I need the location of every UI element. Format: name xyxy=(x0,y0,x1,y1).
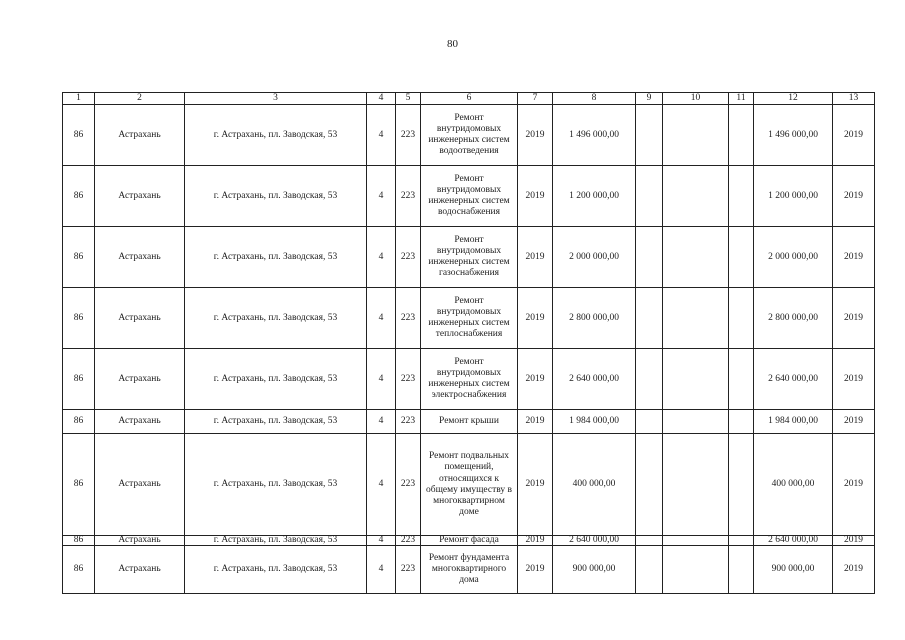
cell-col12: 1 496 000,00 xyxy=(754,105,833,166)
cell-col12: 2 640 000,00 xyxy=(754,349,833,410)
cell-col5: 223 xyxy=(396,536,421,546)
column-header: 4 xyxy=(367,93,396,105)
cell-col4: 4 xyxy=(367,166,396,227)
column-header: 10 xyxy=(663,93,729,105)
cell-work-type: Ремонт внутридомовых инженерных систем теплоснабжения xyxy=(421,288,518,349)
cell-address: г. Астрахань, пл. Заводская, 53 xyxy=(185,105,367,166)
cell-col13: 2019 xyxy=(833,410,875,434)
cell-city: Астрахань xyxy=(95,227,185,288)
cell-col12: 2 640 000,00 xyxy=(754,536,833,546)
cell-col11 xyxy=(729,536,754,546)
cell-address: г. Астрахань, пл. Заводская, 53 xyxy=(185,434,367,536)
cell-col5: 223 xyxy=(396,349,421,410)
table-row xyxy=(63,410,875,434)
cell-number: 86 xyxy=(63,166,95,227)
cell-col13: 2019 xyxy=(833,105,875,166)
cell-work-type: Ремонт подвальных помещений, относящихся к общему имуществу в многоквартирном доме xyxy=(421,434,518,536)
cell-col10 xyxy=(663,166,729,227)
column-header: 2 xyxy=(95,93,185,105)
column-header: 11 xyxy=(729,93,754,105)
cell-work-type: Ремонт фундамента многоквартирного дома xyxy=(421,546,518,594)
cell-col13: 2019 xyxy=(833,349,875,410)
cell-col11 xyxy=(729,105,754,166)
cell-cost: 1 200 000,00 xyxy=(553,166,636,227)
cell-cost: 1 984 000,00 xyxy=(553,410,636,434)
cell-city: Астрахань xyxy=(95,434,185,536)
cell-col4: 4 xyxy=(367,288,396,349)
cell-col10 xyxy=(663,536,729,546)
cell-number: 86 xyxy=(63,288,95,349)
cell-col11 xyxy=(729,546,754,594)
cell-work-type: Ремонт внутридомовых инженерных систем электроснабжения xyxy=(421,349,518,410)
cell-address: г. Астрахань, пл. Заводская, 53 xyxy=(185,349,367,410)
cell-col10 xyxy=(663,434,729,536)
cell-city: Астрахань xyxy=(95,349,185,410)
cell-number: 86 xyxy=(63,105,95,166)
cell-number: 86 xyxy=(63,349,95,410)
cell-col12: 1 984 000,00 xyxy=(754,410,833,434)
column-header: 6 xyxy=(421,93,518,105)
cell-address: г. Астрахань, пл. Заводская, 53 xyxy=(185,227,367,288)
cell-col9 xyxy=(636,166,663,227)
cell-col13: 2019 xyxy=(833,166,875,227)
cell-col5: 223 xyxy=(396,434,421,536)
cell-col5: 223 xyxy=(396,227,421,288)
cell-city: Астрахань xyxy=(95,166,185,227)
column-header: 3 xyxy=(185,93,367,105)
cell-address: г. Астрахань, пл. Заводская, 53 xyxy=(185,410,367,434)
column-header: 9 xyxy=(636,93,663,105)
cell-col10 xyxy=(663,288,729,349)
table-row xyxy=(63,349,875,410)
column-header: 1 xyxy=(63,93,95,105)
cell-col5: 223 xyxy=(396,410,421,434)
cell-col4: 4 xyxy=(367,105,396,166)
cell-col11 xyxy=(729,410,754,434)
cell-col5: 223 xyxy=(396,546,421,594)
cell-year: 2019 xyxy=(518,349,553,410)
cell-col9 xyxy=(636,227,663,288)
cell-year: 2019 xyxy=(518,434,553,536)
cell-address: г. Астрахань, пл. Заводская, 53 xyxy=(185,536,367,546)
cell-col4: 4 xyxy=(367,349,396,410)
cell-cost: 1 496 000,00 xyxy=(553,105,636,166)
cell-col9 xyxy=(636,105,663,166)
column-header: 8 xyxy=(553,93,636,105)
cell-col12: 2 000 000,00 xyxy=(754,227,833,288)
cell-col12: 400 000,00 xyxy=(754,434,833,536)
cell-col10 xyxy=(663,410,729,434)
cell-col10 xyxy=(663,546,729,594)
cell-col11 xyxy=(729,349,754,410)
cell-cost: 2 000 000,00 xyxy=(553,227,636,288)
cell-col9 xyxy=(636,546,663,594)
cell-year: 2019 xyxy=(518,288,553,349)
cell-city: Астрахань xyxy=(95,288,185,349)
cell-number: 86 xyxy=(63,546,95,594)
cell-col9 xyxy=(636,434,663,536)
cell-number: 86 xyxy=(63,434,95,536)
cell-col11 xyxy=(729,288,754,349)
cell-col11 xyxy=(729,227,754,288)
cell-col9 xyxy=(636,410,663,434)
cell-col4: 4 xyxy=(367,410,396,434)
cell-col13: 2019 xyxy=(833,434,875,536)
column-header: 12 xyxy=(754,93,833,105)
table-row xyxy=(63,166,875,227)
column-header: 7 xyxy=(518,93,553,105)
cell-col5: 223 xyxy=(396,105,421,166)
cell-col9 xyxy=(636,349,663,410)
cell-col5: 223 xyxy=(396,288,421,349)
column-header: 5 xyxy=(396,93,421,105)
cell-number: 86 xyxy=(63,410,95,434)
cell-col9 xyxy=(636,288,663,349)
cell-cost: 2 640 000,00 xyxy=(553,536,636,546)
cell-address: г. Астрахань, пл. Заводская, 53 xyxy=(185,166,367,227)
cell-year: 2019 xyxy=(518,227,553,288)
cell-city: Астрахань xyxy=(95,536,185,546)
cell-col12: 1 200 000,00 xyxy=(754,166,833,227)
cell-work-type: Ремонт крыши xyxy=(421,410,518,434)
cell-address: г. Астрахань, пл. Заводская, 53 xyxy=(185,288,367,349)
column-header: 13 xyxy=(833,93,875,105)
table-row xyxy=(63,227,875,288)
table-row xyxy=(63,288,875,349)
table-row xyxy=(63,105,875,166)
cell-cost: 2 800 000,00 xyxy=(553,288,636,349)
cell-col13: 2019 xyxy=(833,227,875,288)
cell-city: Астрахань xyxy=(95,546,185,594)
cell-work-type: Ремонт фасада xyxy=(421,536,518,546)
cell-col4: 4 xyxy=(367,227,396,288)
header-row xyxy=(63,93,875,105)
table-row xyxy=(63,536,875,546)
cell-address: г. Астрахань, пл. Заводская, 53 xyxy=(185,546,367,594)
cell-work-type: Ремонт внутридомовых инженерных систем водоотведения xyxy=(421,105,518,166)
cell-cost: 400 000,00 xyxy=(553,434,636,536)
cell-col13: 2019 xyxy=(833,546,875,594)
cell-col10 xyxy=(663,227,729,288)
cell-city: Астрахань xyxy=(95,105,185,166)
table-row xyxy=(63,546,875,594)
cell-col9 xyxy=(636,536,663,546)
cell-year: 2019 xyxy=(518,105,553,166)
cell-col13: 2019 xyxy=(833,288,875,349)
cell-city: Астрахань xyxy=(95,410,185,434)
cell-col11 xyxy=(729,166,754,227)
cell-col13: 2019 xyxy=(833,536,875,546)
cell-number: 86 xyxy=(63,536,95,546)
cell-col10 xyxy=(663,105,729,166)
cell-cost: 900 000,00 xyxy=(553,546,636,594)
cell-col4: 4 xyxy=(367,536,396,546)
cell-col4: 4 xyxy=(367,546,396,594)
cell-year: 2019 xyxy=(518,166,553,227)
cell-year: 2019 xyxy=(518,546,553,594)
cell-col11 xyxy=(729,434,754,536)
cell-number: 86 xyxy=(63,227,95,288)
cell-col12: 2 800 000,00 xyxy=(754,288,833,349)
page-number: 80 xyxy=(447,38,458,50)
table-row xyxy=(63,434,875,536)
cell-col12: 900 000,00 xyxy=(754,546,833,594)
cell-col5: 223 xyxy=(396,166,421,227)
repair-schedule-table xyxy=(62,92,875,594)
cell-col4: 4 xyxy=(367,434,396,536)
cell-year: 2019 xyxy=(518,410,553,434)
cell-cost: 2 640 000,00 xyxy=(553,349,636,410)
cell-col10 xyxy=(663,349,729,410)
cell-year: 2019 xyxy=(518,536,553,546)
cell-work-type: Ремонт внутридомовых инженерных систем водоснабжения xyxy=(421,166,518,227)
cell-work-type: Ремонт внутридомовых инженерных систем газоснабжения xyxy=(421,227,518,288)
